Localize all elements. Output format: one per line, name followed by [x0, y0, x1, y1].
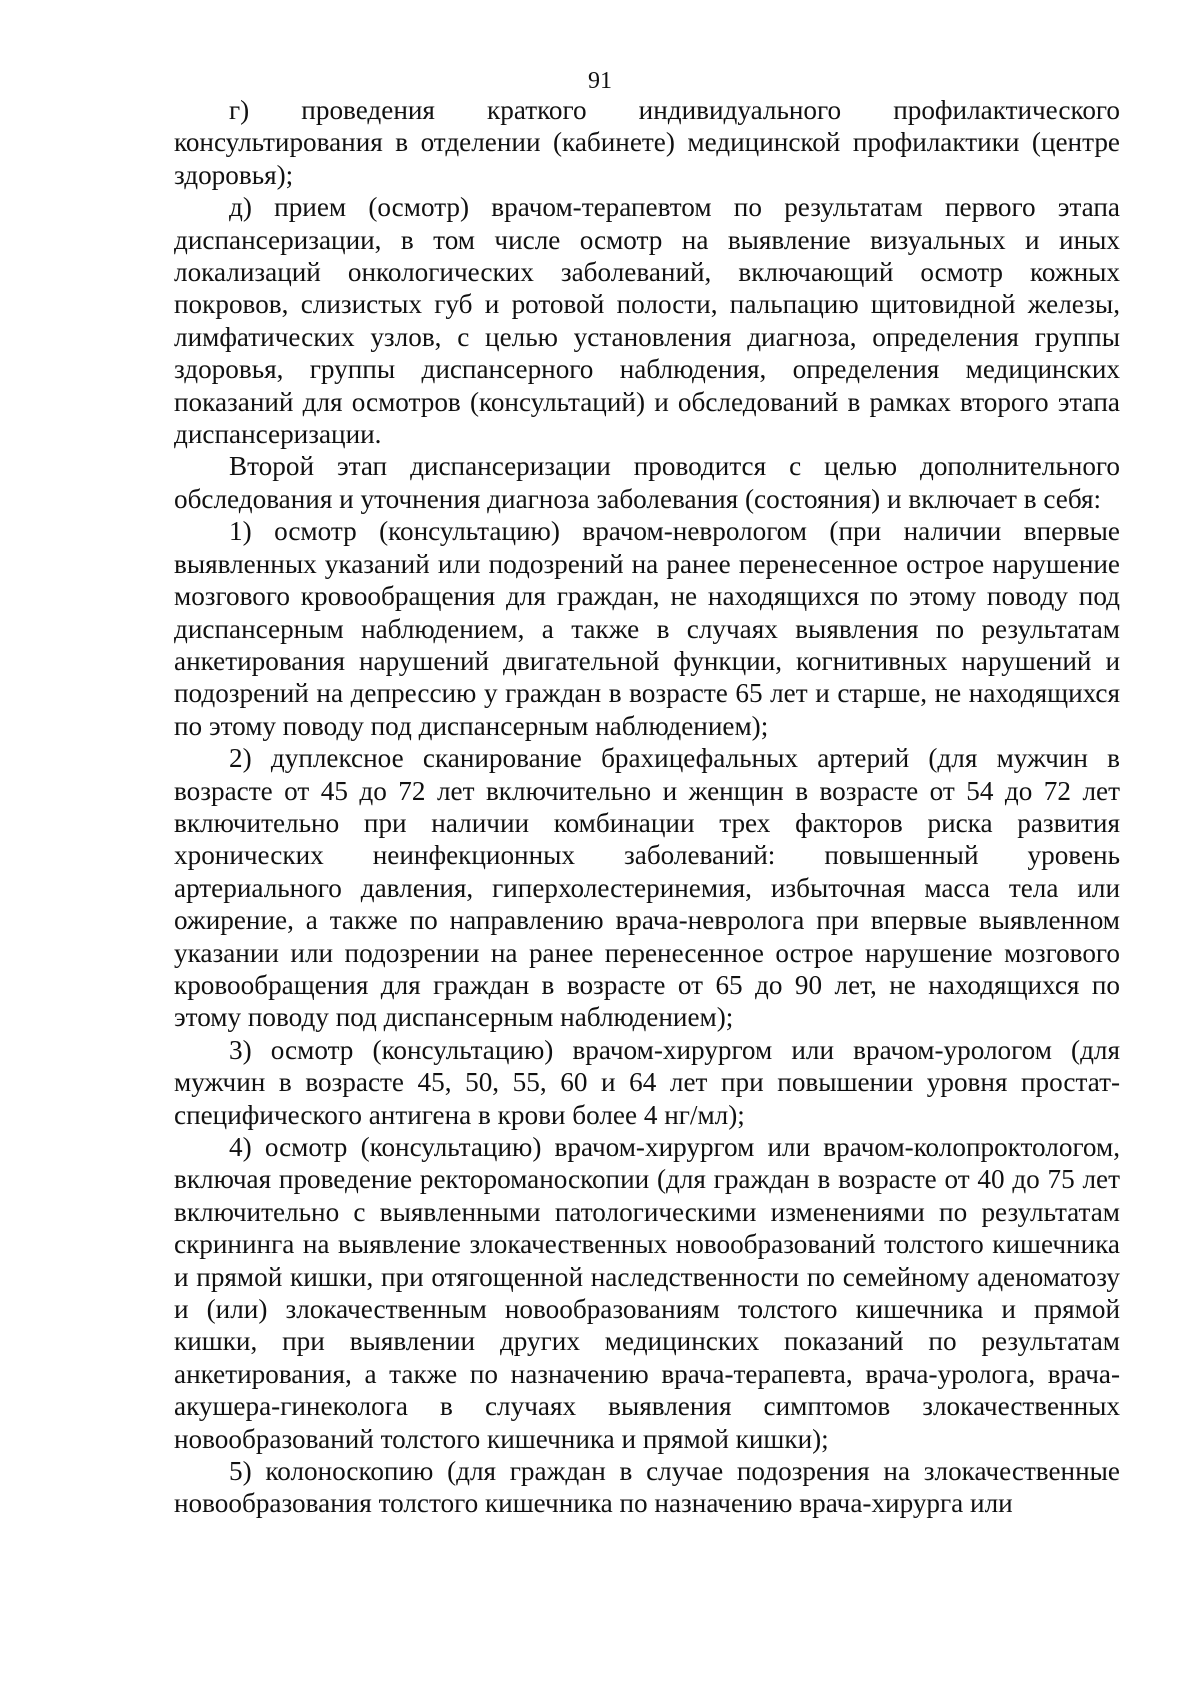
paragraph-item-g: г) проведения краткого индивидуального профилактического консультирования в отделении (кабинете) медицинской профилактики (центре здоровья); [174, 95, 1120, 190]
paragraph-second-stage-intro: Второй этап диспансеризации проводится с целью дополнительного обследования и уточнения диагноза заболевания (состояния) и включает в себя: [174, 451, 1120, 514]
page-number: 91 [588, 68, 612, 94]
paragraph-item-4: 4) осмотр (консультацию) врачом-хирургом или врачом-колопроктологом, включая проведение ректороманоскопии (для граждан в возрасте от 40 до 75 лет включительно с выявленными патологическими изменениями по результатам скрининга на выявление злокачественных новообразований толстого кишечника и прямой кишки, при отягощенной наследственности по семейному аденоматозу и (или) злокачественным новообразованиям толстого кишечника и прямой кишки, при выявлении других медицинских показаний по результатам анкетирования, а также по назначению врача-терапевта, врача-уролога, врача-акушера-гинеколога в случаях выявления симптомов злокачественных новообразований толстого кишечника и прямой кишки); [174, 1132, 1120, 1454]
paragraph-item-3: 3) осмотр (консультацию) врачом-хирургом или врачом-урологом (для мужчин в возрасте 45, 50, 55, 60 и 64 лет при повышении уровня простат-специфического антигена в крови более 4 нг/мл); [174, 1034, 1120, 1130]
paragraph-item-5: 5) колоноскопию (для граждан в случае подозрения на злокачественные новообразования толстого кишечника по назначению врача-хирурга или [174, 1456, 1120, 1519]
paragraph-item-1: 1) осмотр (консультацию) врачом-неврологом (при наличии впервые выявленных указаний или подозрений на ранее перенесенное острое нарушение мозгового кровообращения для граждан, не находящихся по этому поводу под диспансерным наблюдением, а также в случаях выявления по результатам анкетирования нарушений двигательной функции, когнитивных нарушений и подозрений на депрессию у граждан в возрасте 65 лет и старше, не находящихся по этому поводу под диспансерным наблюдением); [174, 516, 1120, 741]
paragraph-item-d: д) прием (осмотр) врачом-терапевтом по результатам первого этапа диспансеризации, в том числе осмотр на выявление визуальных и иных локализаций онкологических заболеваний, включающий осмотр кожных покровов, слизистых губ и ротовой полости, пальпацию щитовидной железы, лимфатических узлов, с целью установления диагноза, определения группы здоровья, группы диспансерного наблюдения, определения медицинских показаний для осмотров (консультаций) и обследований в рамках второго этапа диспансеризации. [174, 192, 1120, 450]
document-body [174, 94, 1120, 1520]
paragraph-item-2: 2) дуплексное сканирование брахицефальных артерий (для мужчин в возрасте от 45 до 72 лет включительно и женщин в возрасте от 54 до 72 лет включительно при наличии комбинации трех факторов риска развития хронических неинфекционных заболеваний: повышенный уровень артериального давления, гиперхолестеринемия, избыточная масса тела или ожирение, а также по направлению врача-невролога при впервые выявленном указании или подозрении на ранее перенесенное острое нарушение мозгового кровообращения для граждан в возрасте от 65 до 90 лет, не находящихся по этому поводу под диспансерным наблюдением); [174, 743, 1120, 1033]
